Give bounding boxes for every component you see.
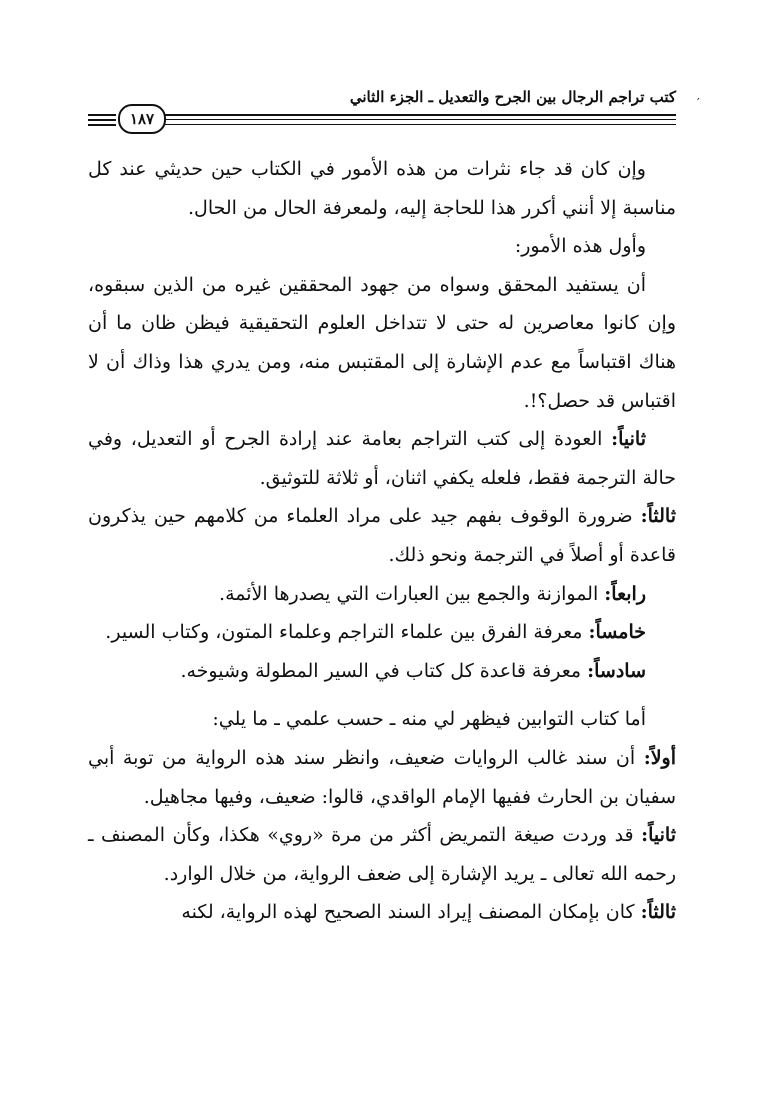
paragraph-text: وأول هذه الأمور: — [514, 235, 646, 258]
paragraph-text: قد وردت صيغة التمريض أكثر من مرة «روي» هكذا، وكأن المصنف ـ رحمه الله تعالى ـ يريد الإشارة إلى ضعف الرواية، من خلال الوارد. — [88, 824, 676, 885]
paragraph-label: ثانياً: — [641, 824, 676, 847]
paragraph-label: خامساً: — [588, 621, 646, 644]
paragraph — [88, 497, 676, 574]
paragraph — [88, 420, 676, 497]
paragraph — [88, 700, 676, 739]
paragraph-label: أولاً: — [643, 746, 676, 769]
page-number: ١٨٧ — [129, 110, 155, 128]
paragraph-label: ثانياً: — [611, 428, 646, 451]
paragraph — [88, 266, 676, 420]
paragraph — [88, 652, 676, 691]
paragraph-text: كان بإمكان المصنف إيراد السند الصحيح لهذه الرواية، لكنه — [181, 901, 641, 924]
paragraph — [88, 893, 676, 932]
paragraph-text: الموازنة والجمع بين العبارات التي يصدرها الأئمة. — [219, 582, 605, 605]
paragraph — [88, 575, 676, 614]
header-rule-left — [88, 124, 116, 126]
paragraph-text: معرفة الفرق بين علماء التراجم وعلماء المتون، وكتاب السير. — [105, 621, 589, 644]
paragraph-label: رابعاً: — [604, 582, 646, 605]
paragraph — [88, 227, 676, 266]
header-rule-left — [88, 114, 116, 116]
paragraph-text: أن سند غالب الروايات ضعيف، وانظر سند هذه الرواية من توبة أبي سفيان بن الحارث ففيها الإمام الواقدي، قالوا: ضعيف، وفيها مجاهيل. — [88, 746, 676, 808]
paragraph — [88, 150, 676, 227]
paragraph-text: أن يستفيد المحقق وسواه من جهود المحققين غيره من الذين سبقوه، وإن كانوا معاصرين له حتى لا تتداخل العلوم التحقيقية فيظن ظان ما أن هناك اقتباساً مع عدم الإشارة إلى المقتبس منه، ومن يدري هذا وذاك أن لا اقتباس قد حصل؟!. — [88, 273, 676, 412]
paragraph — [88, 739, 676, 816]
running-title: كتب تراجم الرجال بين الجرح والتعديل ـ الجزء الثاني — [349, 88, 676, 106]
paragraph-text: ضرورة الوقوف بفهم جيد على مراد العلماء من كلامهم حين يذكرون قاعدة أو أصلاً في الترجمة ونحو ذلك. — [88, 505, 676, 566]
paragraph-text: أما كتاب التوابين فيظهر لي منه ـ حسب علمي ـ ما يلي: — [212, 708, 646, 731]
header-rule — [162, 119, 676, 120]
body-text — [88, 150, 676, 932]
header-rule — [162, 124, 676, 125]
paragraph-label: ثالثاً: — [640, 505, 676, 528]
paragraph-label: ثالثاً: — [640, 901, 676, 924]
paragraph-text: معرفة قاعدة كل كتاب في السير المطولة وشيوخه. — [180, 659, 588, 682]
paragraph-text: العودة إلى كتب التراجم بعامة عند إرادة الجرح أو التعديل، وفي حالة الترجمة فقط، فلعله يكفي اثنان، أو ثلاثة للتوثيق. — [88, 428, 676, 489]
page-number-badge — [118, 104, 166, 134]
page-header — [88, 88, 676, 134]
paragraph — [88, 613, 676, 652]
header-rule — [162, 114, 676, 116]
paragraph-label: سادساً: — [587, 659, 646, 682]
margin-mark: ′ — [697, 96, 700, 110]
paragraph-text: وإن كان قد جاء نثرات من هذه الأمور في الكتاب حين حديثي عند كل مناسبة إلا أنني أكرر هذا للحاجة إليه، ولمعرفة الحال من الحال. — [88, 158, 676, 219]
paragraph — [88, 816, 676, 893]
header-rule-left — [88, 119, 116, 121]
